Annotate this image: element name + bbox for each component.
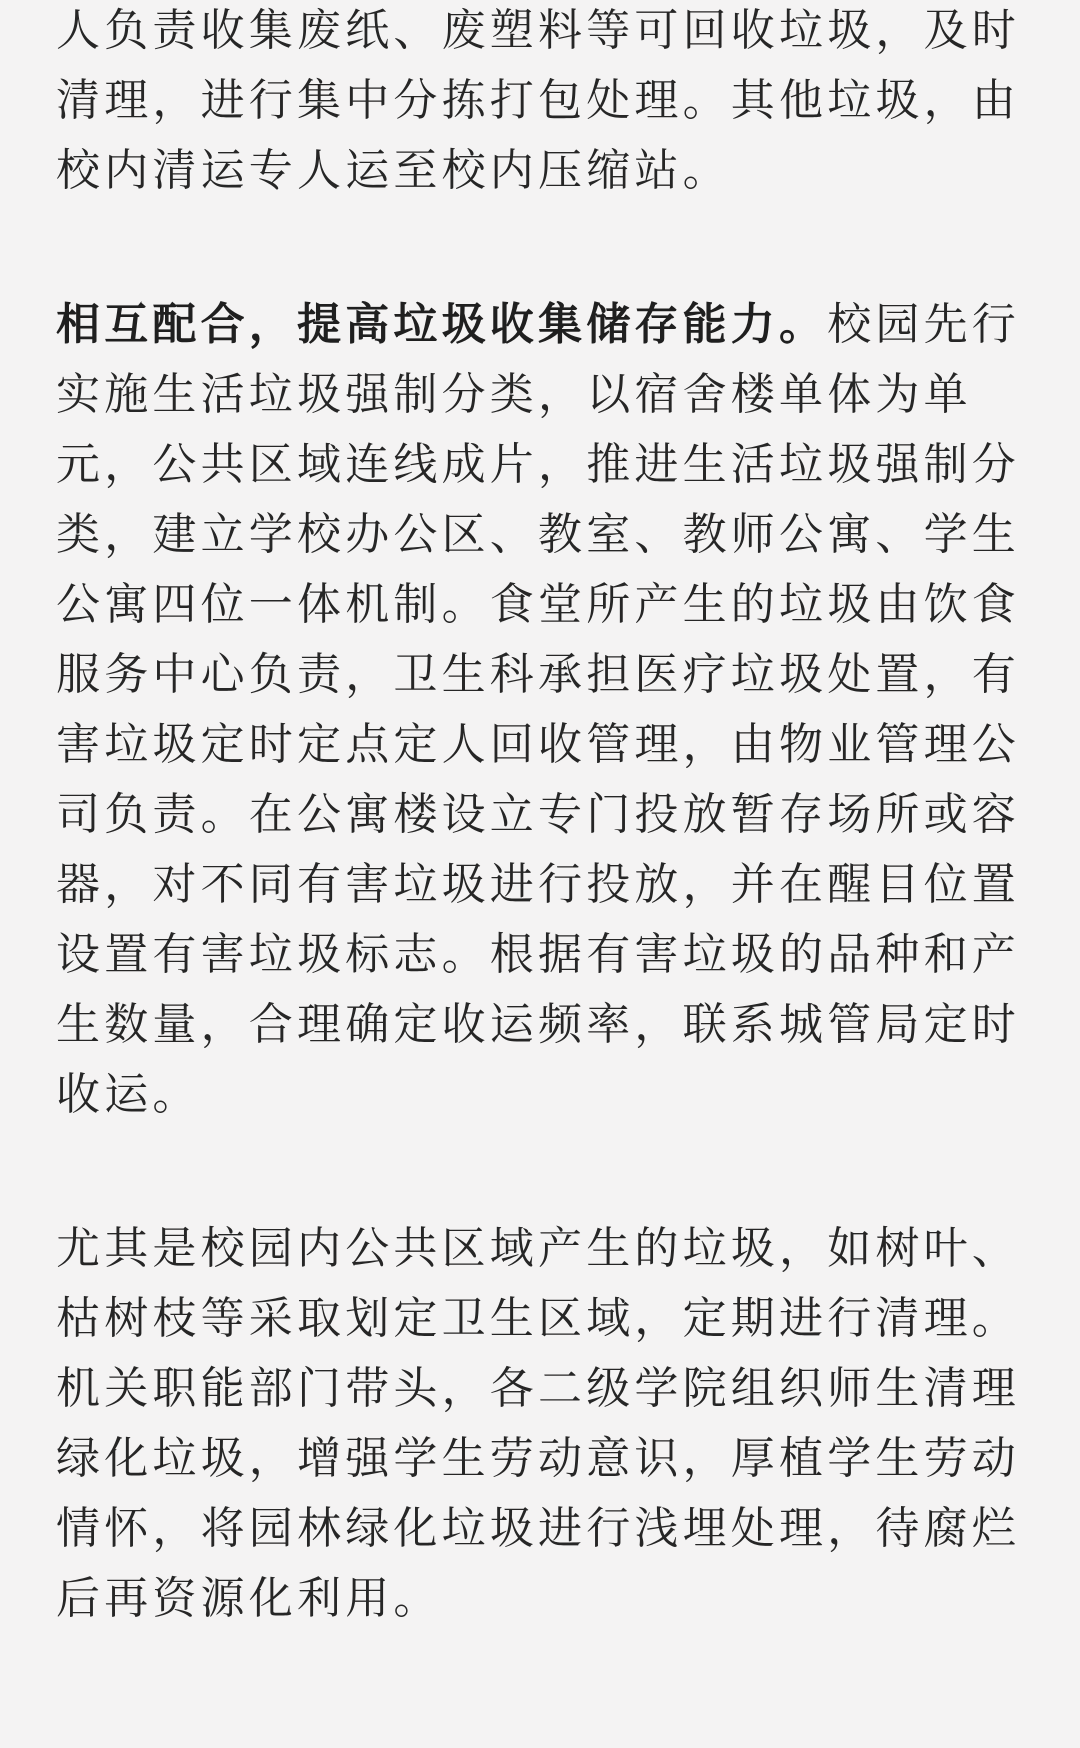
paragraph-2-line-8: 司负责。在公寓楼设立专门投放暂存场所或容 xyxy=(56,789,1020,840)
paragraph-2-bold-lead: 相互配合，提高垃圾收集储存能力。 xyxy=(56,299,828,350)
paragraph-3-line-2: 枯树枝等采取划定卫生区域，定期进行清理。 xyxy=(56,1293,1020,1344)
paragraph-2-line-4: 类，建立学校办公区、教室、教师公寓、学生 xyxy=(56,509,1020,560)
paragraph-2-line-5: 公寓四位一体机制。食堂所产生的垃圾由饮食 xyxy=(56,579,1020,630)
paragraph-3-line-6: 后再资源化利用。 xyxy=(56,1573,442,1624)
paragraph-3-line-3: 机关职能部门带头，各二级学院组织师生清理 xyxy=(56,1363,1020,1414)
paragraph-2-line-7: 害垃圾定时定点定人回收管理，由物业管理公 xyxy=(56,719,1020,770)
paragraph-2-line-1 xyxy=(0,286,1080,364)
paragraph-2-line-6: 服务中心负责，卫生科承担医疗垃圾处置，有 xyxy=(56,649,1020,700)
paragraph-1-line-1: 人负责收集废纸、废塑料等可回收垃圾，及时 xyxy=(56,5,1020,56)
paragraph-2-line-3: 元，公共区域连线成片，推进生活垃圾强制分 xyxy=(56,439,1020,490)
paragraph-1-line-2: 清理，进行集中分拣打包处理。其他垃圾，由 xyxy=(56,75,1020,126)
paragraph-1-line-3: 校内清运专人运至校内压缩站。 xyxy=(56,145,731,196)
paragraph-2-line-10: 设置有害垃圾标志。根据有害垃圾的品种和产 xyxy=(56,929,1020,980)
paragraph-2-line-2: 实施生活垃圾强制分类，以宿舍楼单体为单 xyxy=(56,369,972,420)
paragraph-2-line-12: 收运。 xyxy=(56,1069,201,1120)
paragraph-3-line-5: 情怀，将园林绿化垃圾进行浅埋处理，待腐烂 xyxy=(56,1503,1020,1554)
paragraph-2-line-11: 生数量，合理确定收运频率，联系城管局定时 xyxy=(56,999,1020,1050)
paragraph-3-line-4: 绿化垃圾，增强学生劳动意识，厚植学生劳动 xyxy=(56,1433,1020,1484)
paragraph-2-first-line-rest: 校园先行 xyxy=(827,299,1021,350)
paragraph-3-line-1: 尤其是校园内公共区域产生的垃圾，如树叶、 xyxy=(56,1223,1020,1274)
paragraph-2-line-9: 器，对不同有害垃圾进行投放，并在醒目位置 xyxy=(56,859,1020,910)
